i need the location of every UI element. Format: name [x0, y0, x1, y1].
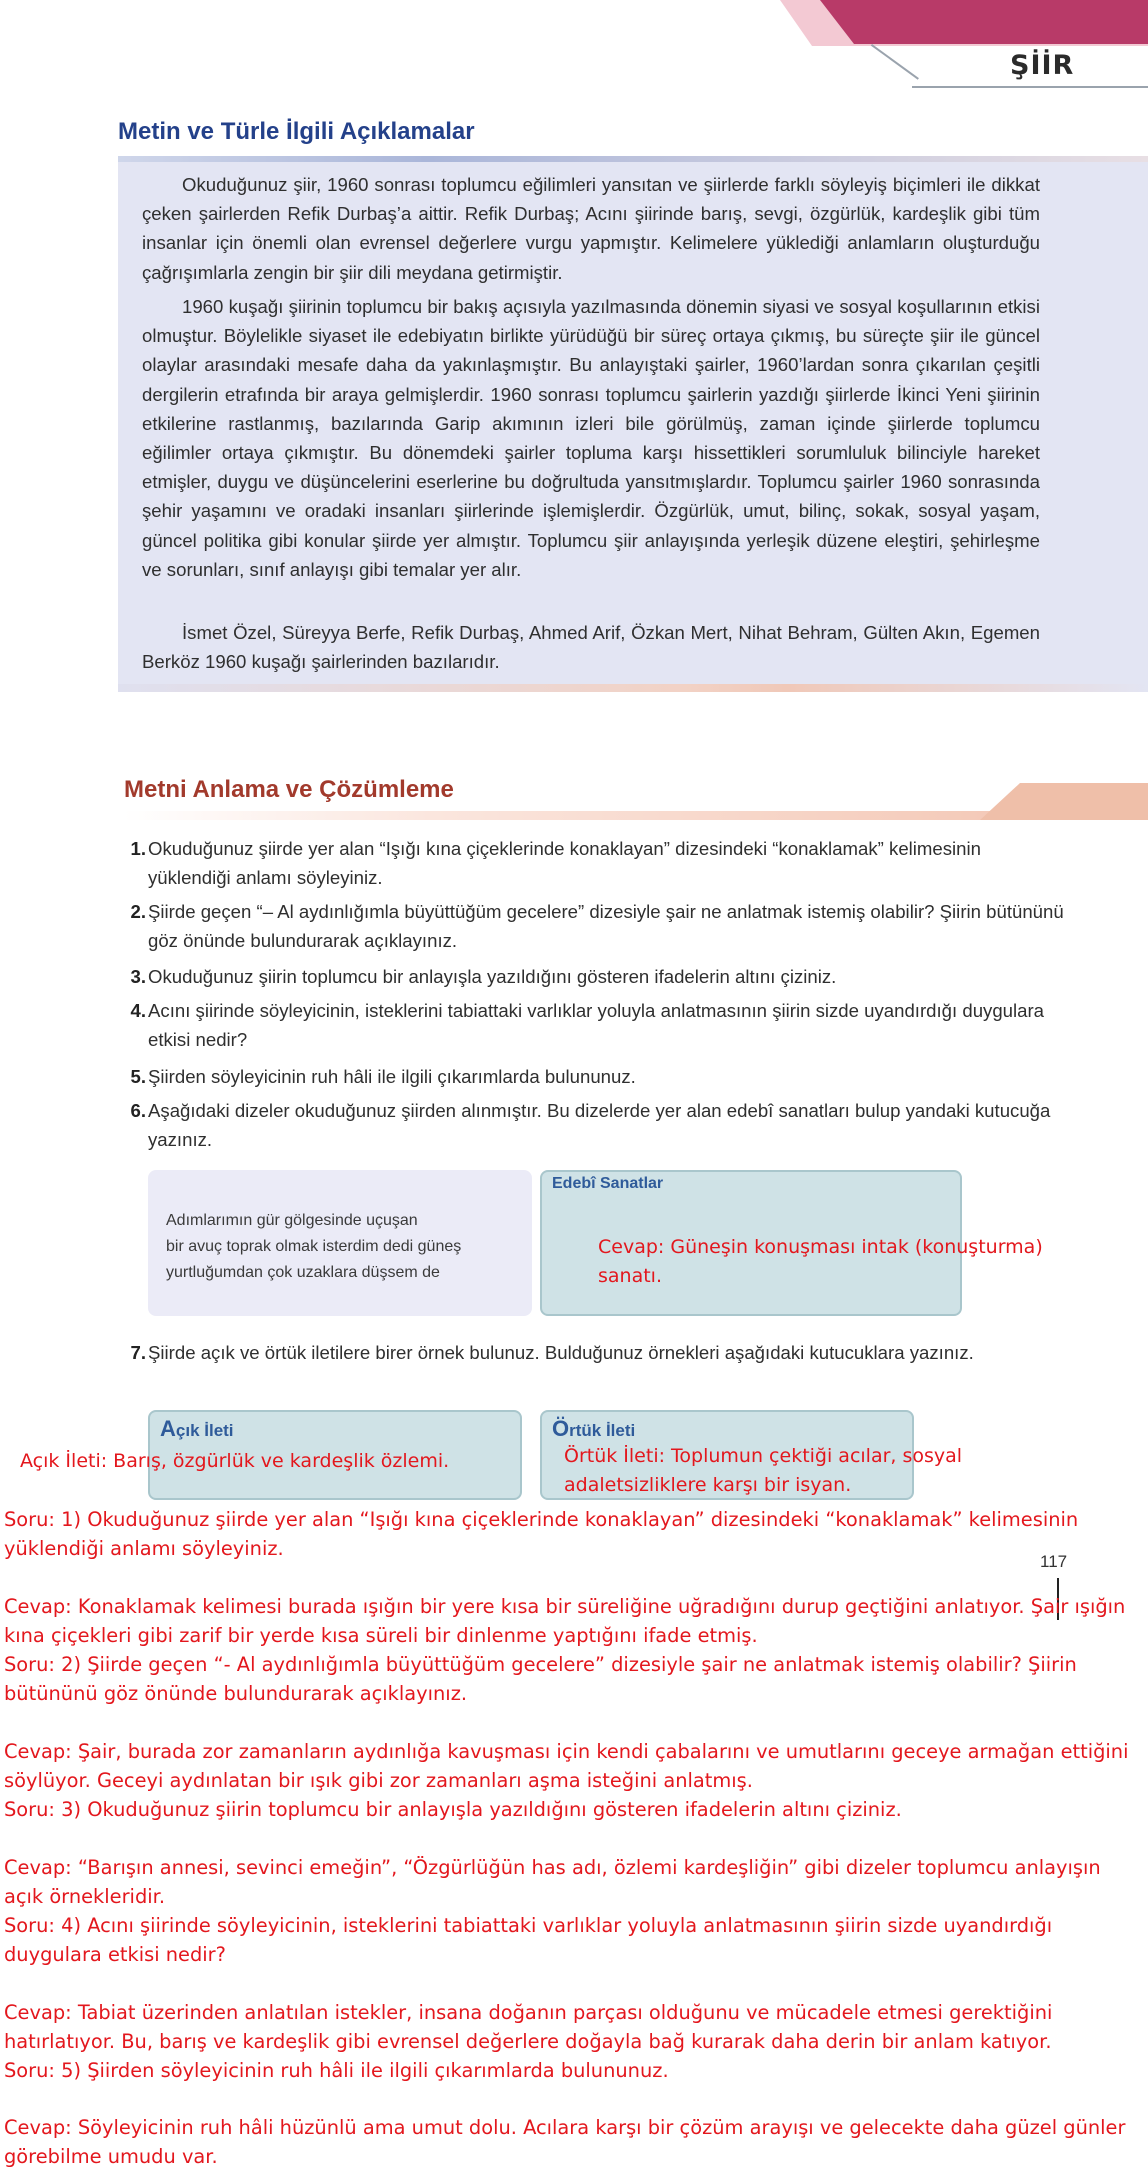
- qa-question-4[interactable]: Soru: 4) Acını şiirinde söyleyicinin, isteklerini tabiattaki varlıklar yoluyla anlatmasının şiirin sizde uyandırdığı duygulara etkisi nedir?: [4, 1914, 1053, 1966]
- header-divider-diagonal: [871, 44, 919, 80]
- explanation-paragraph-2: 1960 kuşağı şiirinin toplumcu bir bakış açısıyla yazılmasında dönemin siyasi ve sosyal koşullarının etkisi olmuştur. Böylelikle siyaset ile edebiyatın birlikte yürüdüğü bir süreç ortaya çıkmış, bu süreçte şiir ile güncel olaylar arasındaki mesafe daha da yakınlaşmıştır. Bu anlayıştaki şairler, 1960’lardan sonra çıkarılan çeşitli dergilerin etrafında bir araya gelmişlerdir. 1960 sonrası toplumcu şairlerin yazdığı şiirlerde İkinci Yeni şiirinin etkilerine rastlanmış, bazılarında Garip akımının izleri bile görülmüş, zaman içinde şiirlerde toplumcu eğilimler ortaya çıkmıştır. Bu dönemdeki şairler topluma karşı hissettikleri sorumluluk bilinciyle hareket etmişler, duygu ve düşüncelerini eserlerine bu doğrultuda yansıtmışlardır. Toplumcu şairler 1960 sonrasında şehir yaşamını ve oradaki insanları şiirlerinde işlemişlerdir. Özgürlük, umut, bilinç, sokak, sosyal yaşam, güncel politika gibi konular şiirde yer almıştır. Toplumcu şiir anlayışında yerleşik düzene eleştiri, şehirleşme ve sorunları, sınıf anlayışı gibi temalar yer alır.: [142, 296, 1040, 580]
- explanations-heading: Metin ve Türle İlgili Açıklamalar: [118, 118, 475, 145]
- question-6: 6. Aşağıdaki dizeler okuduğunuz şiirden alınmıştır. Bu dizelerde yer alan edebî sanatları bulup yandaki kutucuğa yazınız.: [130, 1100, 1051, 1151]
- explanations-heading-underline: [118, 156, 1148, 162]
- qa-answer-2[interactable]: Cevap: Şair, burada zor zamanların aydınlığa kavuşması için kendi çabalarını ve umutlarını geceye armağan ettiğini söylüyor. Geceyi aydınlatan bir ışık gibi zor zamanları aşma isteğini anlatmış.: [4, 1740, 1129, 1792]
- question-7: 7. Şiirde açık ve örtük iletilere birer örnek bulunuz. Bulduğunuz örnekleri aşağıdaki kutucuklara yazınız.: [130, 1342, 974, 1363]
- implicit-message-title: Örtük İleti: [552, 1416, 636, 1441]
- qa-answer-1[interactable]: Cevap: Konaklamak kelimesi burada ışığın bir yere kısa bir süreliğine uğradığını durup geçtiğini anlatıyor. Şair ışığın kına çiçekleri gibi zarif bir yerde kısa süreli bir dinlenme yaptığını ifade etmiş.: [4, 1595, 1126, 1647]
- section-tag: ŞİİR: [1010, 50, 1075, 81]
- poem-line: Adımlarımın gür gölgesinde uçuşan: [166, 1212, 418, 1229]
- poem-excerpt: [166, 1208, 526, 1286]
- poem-line: bir avuç toprak olmak isterdim dedi güneş: [166, 1238, 462, 1255]
- explanations-box-bottom-stripe: [118, 684, 1148, 692]
- qa-question-1[interactable]: Soru: 1) Okuduğunuz şiirde yer alan “Işığı kına çiçeklerinde konaklayan” dizesindeki “konaklamak” kelimesinin yüklendiği anlamı söyleyiniz.: [4, 1508, 1079, 1560]
- question-1: 1. Okuduğunuz şiirde yer alan “Işığı kına çiçeklerinde konaklayan” dizesindeki “konaklamak” kelimesinin yüklendiği anlamı söyleyiniz.: [130, 838, 981, 889]
- poem-line: yurtluğumdan çok uzaklara düşsem de: [166, 1264, 440, 1281]
- qa-answer-5[interactable]: Cevap: Söyleyicinin ruh hâli hüzünlü ama umut dolu. Acılara karşı bir çözüm arayışı ve gelecekte daha güzel günler görebilme umudu var.: [4, 2116, 1126, 2168]
- qa-question-5[interactable]: Soru: 5) Şiirden söyleyicinin ruh hâli ile ilgili çıkarımlarda bulununuz.: [4, 2059, 669, 2082]
- question-4: 4. Acını şiirinde söyleyicinin, isteklerini tabiattaki varlıklar yoluyla anlatmasının şiirin sizde uyandırdığı duygulara etkisi nedir?: [130, 1000, 1045, 1051]
- literary-arts-answer: Cevap: Güneşin konuşması intak (konuşturma) sanatı.: [598, 1236, 1043, 1287]
- qa-answer-3[interactable]: Cevap: “Barışın annesi, sevinci emeğin”, “Özgürlüğün has adı, özlemi kardeşliğin” gibi dizeler toplumcu anlayışın açık örnekleridir.: [4, 1856, 1101, 1908]
- analysis-heading: Metni Anlama ve Çözümleme: [124, 776, 454, 803]
- explicit-message-answer: Açık İleti: Barış, özgürlük ve kardeşlik özlemi.: [20, 1450, 450, 1472]
- page-number: 117: [1040, 1552, 1068, 1571]
- header-divider: [912, 86, 1148, 88]
- literary-arts-title: Edebî Sanatlar: [552, 1175, 664, 1192]
- qa-question-2[interactable]: Soru: 2) Şiirde geçen “- Al aydınlığımla büyüttüğüm gecelere” dizesiyle şair ne anlatmak istemiş olabilir? Şiirin bütününü göz önünde bulundurarak açıklayınız.: [4, 1653, 1077, 1705]
- question-3: 3. Okuduğunuz şiirin toplumcu bir anlayışla yazıldığını gösteren ifadelerin altını çiziniz.: [130, 966, 837, 987]
- explanation-paragraph-1: Okuduğunuz şiir, 1960 sonrası toplumcu eğilimleri yansıtan ve şiirlerde farklı söyleyiş biçimleri ile dikkat çeken şairlerden Refik Durbaş’a aittir. Refik Durbaş; Acını şiirinde barış, sevgi, özgürlük, kardeşlik gibi tüm insanlar için önemli olan evrensel değerlere vurgu yapmıştır. Kelimelere yüklediği anlamların oluşturduğu çağrışımlarla zengin bir şiir dili meydana getirmiştir.: [142, 174, 1040, 283]
- header-decor-band-dark: [820, 0, 1148, 44]
- implicit-message-answer: Örtük İleti: Toplumun çektiği acılar, sosyal adaletsizliklere karşı bir isyan.: [564, 1445, 963, 1496]
- qa-answer-4[interactable]: Cevap: Tabiat üzerinden anlatılan istekler, insana doğanın parçası olduğunu ve mücadele etmesi gerektiğini hatırlatıyor. Bu, barış ve kardeşlik gibi evrensel değerlere doğayla bağ kurarak daha derin bir anlam katıyor.: [4, 2001, 1053, 2053]
- explanation-paragraph-3: İsmet Özel, Süreyya Berfe, Refik Durbaş, Ahmed Arif, Özkan Mert, Nihat Behram, Gülten Akın, Egemen Berköz 1960 kuşağı şairlerinden bazılarıdır.: [142, 622, 1040, 673]
- explicit-message-title: Açık İleti: [160, 1416, 234, 1441]
- qa-question-3[interactable]: Soru: 3) Okuduğunuz şiirin toplumcu bir anlayışla yazıldığını gösteren ifadelerin altını çiziniz.: [4, 1798, 902, 1821]
- analysis-heading-corner: [980, 783, 1148, 820]
- question-2: 2. Şiirde geçen “– Al aydınlığımla büyüttüğüm gecelere” dizesiyle şair ne anlatmak istemiş olabilir? Şiirin bütününü göz önünde bulundurarak açıklayınız.: [130, 901, 1064, 952]
- question-5: 5. Şiirden söyleyicinin ruh hâli ile ilgili çıkarımlarda bulununuz.: [130, 1066, 636, 1087]
